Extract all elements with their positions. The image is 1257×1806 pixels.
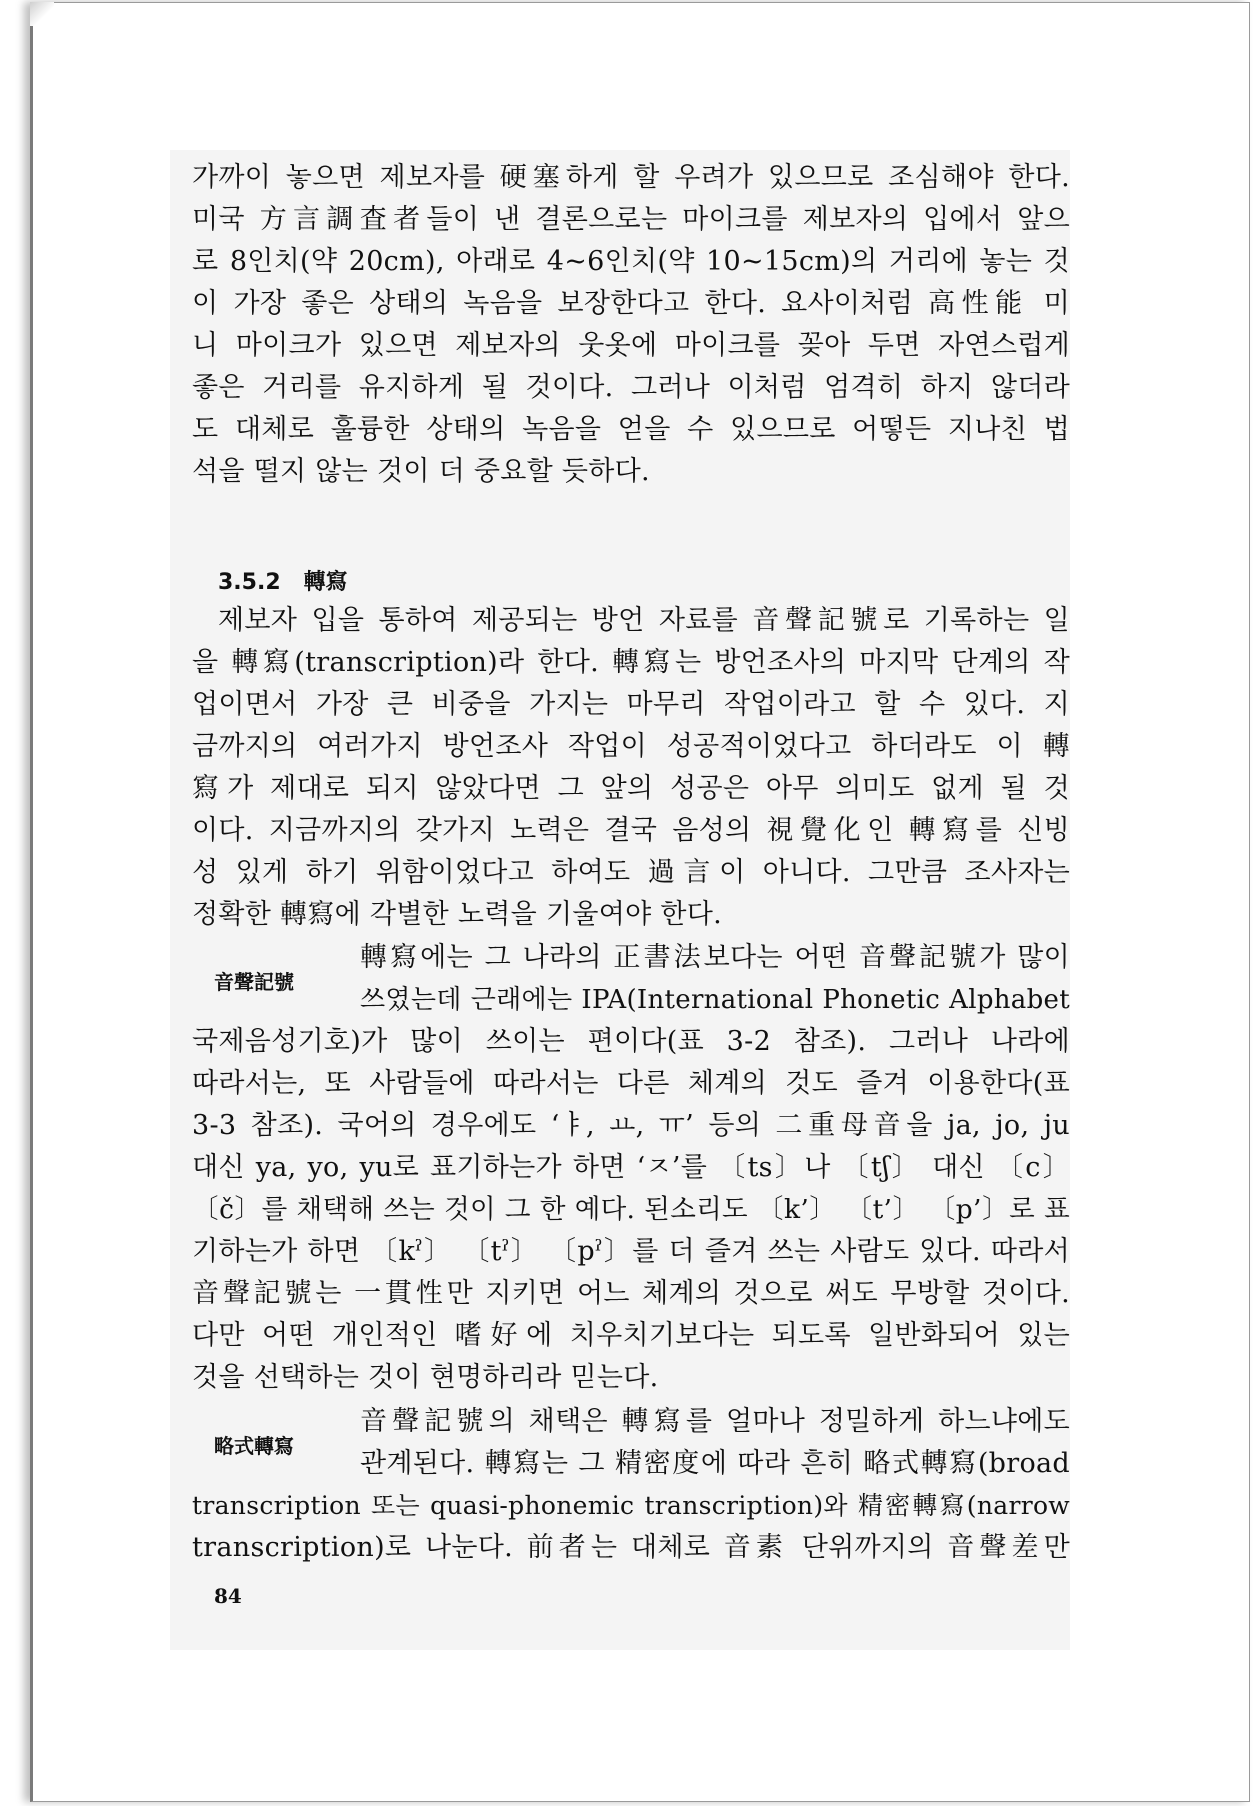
margin-label-broad-transcription: 略式轉寫 bbox=[214, 1434, 294, 1458]
text-line: 도 대체로 훌륭한 상태의 녹음을 얻을 수 있으므로 어떻든 지나친 법 bbox=[192, 414, 1070, 445]
text-line: 이 가장 좋은 상태의 녹음을 보장한다고 한다. 요사이처럼 高性能 미 bbox=[192, 288, 1070, 319]
text-line: 기하는가 하면 〔kˀ〕 〔tˀ〕 〔pˀ〕를 더 즐겨 쓰는 사람도 있다. 따라서 bbox=[192, 1236, 1070, 1267]
text-line: 국제음성기호)가 많이 쓰이는 편이다(표 3-2 참조). 그러나 나라에 bbox=[192, 1026, 1070, 1057]
text-line: transcription 또는 quasi-phonemic transcription)와 精密轉寫(narrow bbox=[192, 1491, 1070, 1520]
section-number: 3.5.2 bbox=[218, 570, 281, 595]
text-line: 音聲記號의 채택은 轉寫를 얼마나 정밀하게 하느냐에도 bbox=[360, 1406, 1070, 1437]
text-line: 성 있게 하기 위함이었다고 하여도 過言이 아니다. 그만큼 조사자는 bbox=[192, 857, 1070, 888]
margin-label-phonetic-symbols: 音聲記號 bbox=[214, 970, 294, 994]
text-line: 音聲記號는 一貫性만 지키면 어느 체계의 것으로 써도 무방할 것이다. bbox=[192, 1278, 1070, 1309]
section-title: 轉寫 bbox=[303, 570, 348, 595]
text-line: 좋은 거리를 유지하게 될 것이다. 그러나 이처럼 엄격히 하지 않더라 bbox=[192, 372, 1070, 403]
text-line: 寫가 제대로 되지 않았다면 그 앞의 성공은 아무 의미도 없게 될 것 bbox=[192, 773, 1070, 804]
text-line: 을 轉寫(transcription)라 한다. 轉寫는 방언조사의 마지막 단계의 작 bbox=[192, 647, 1070, 678]
text-line: 따라서는, 또 사람들에 따라서는 다른 체계의 것도 즐겨 이용한다(표 bbox=[192, 1068, 1070, 1099]
text-line: 이다. 지금까지의 갖가지 노력은 결국 음성의 視覺化인 轉寫를 신빙 bbox=[192, 815, 1070, 846]
section-heading bbox=[218, 565, 348, 596]
text-line: 업이면서 가장 큰 비중을 가지는 마무리 작업이라고 할 수 있다. 지 bbox=[192, 689, 1070, 720]
text-line: 로 8인치(약 20cm), 아래로 4~6인치(약 10~15cm)의 거리에 놓는 것 bbox=[192, 246, 1070, 277]
text-line: 석을 떨지 않는 것이 더 중요할 듯하다. bbox=[192, 456, 650, 487]
text-line: 3-3 참조). 국어의 경우에도 ‘ㅑ, ㅛ, ㅠ’ 등의 二重母音을 ja, jo, ju bbox=[192, 1110, 1070, 1141]
page-number: 84 bbox=[214, 1584, 242, 1608]
text-line: 것을 선택하는 것이 현명하리라 믿는다. bbox=[192, 1362, 659, 1393]
text-line: 轉寫에는 그 나라의 正書法보다는 어떤 音聲記號가 많이 bbox=[360, 942, 1070, 973]
text-line: 제보자 입을 통하여 제공되는 방언 자료를 音聲記號로 기록하는 일 bbox=[218, 605, 1070, 636]
text-line: 정확한 轉寫에 각별한 노력을 기울여야 한다. bbox=[192, 899, 723, 930]
text-line: transcription)로 나눈다. 前者는 대체로 音素 단위까지의 音聲差만 bbox=[192, 1532, 1070, 1563]
text-line: 금까지의 여러가지 방언조사 작업이 성공적이었다고 하더라도 이 轉 bbox=[192, 731, 1070, 762]
text-line: 쓰였는데 근래에는 IPA(International Phonetic Alphabet bbox=[360, 985, 1070, 1015]
text-line: 가까이 놓으면 제보자를 硬塞하게 할 우려가 있으므로 조심해야 한다. bbox=[192, 162, 1070, 193]
text-line: 관계된다. 轉寫는 그 精密度에 따라 흔히 略式轉寫(broad bbox=[360, 1448, 1070, 1479]
text-line: 〔č〕를 채택해 쓰는 것이 그 한 예다. 된소리도 〔k’〕 〔t’〕 〔p’〕로 표 bbox=[192, 1194, 1070, 1225]
text-line: 니 마이크가 있으면 제보자의 웃옷에 마이크를 꽂아 두면 자연스럽게 bbox=[192, 330, 1070, 361]
page-corner-fold bbox=[30, 2, 54, 26]
text-line: 미국 方言調査者들이 낸 결론으로는 마이크를 제보자의 입에서 앞으 bbox=[192, 204, 1070, 235]
text-line: 다만 어떤 개인적인 嗜好에 치우치기보다는 되도록 일반화되어 있는 bbox=[192, 1320, 1070, 1351]
text-line: 대신 ya, yo, yu로 표기하는가 하면 ‘ㅈ’를 〔ts〕나 〔tʃ〕 대신 〔c〕 bbox=[192, 1152, 1070, 1183]
page-content bbox=[170, 150, 1070, 1650]
